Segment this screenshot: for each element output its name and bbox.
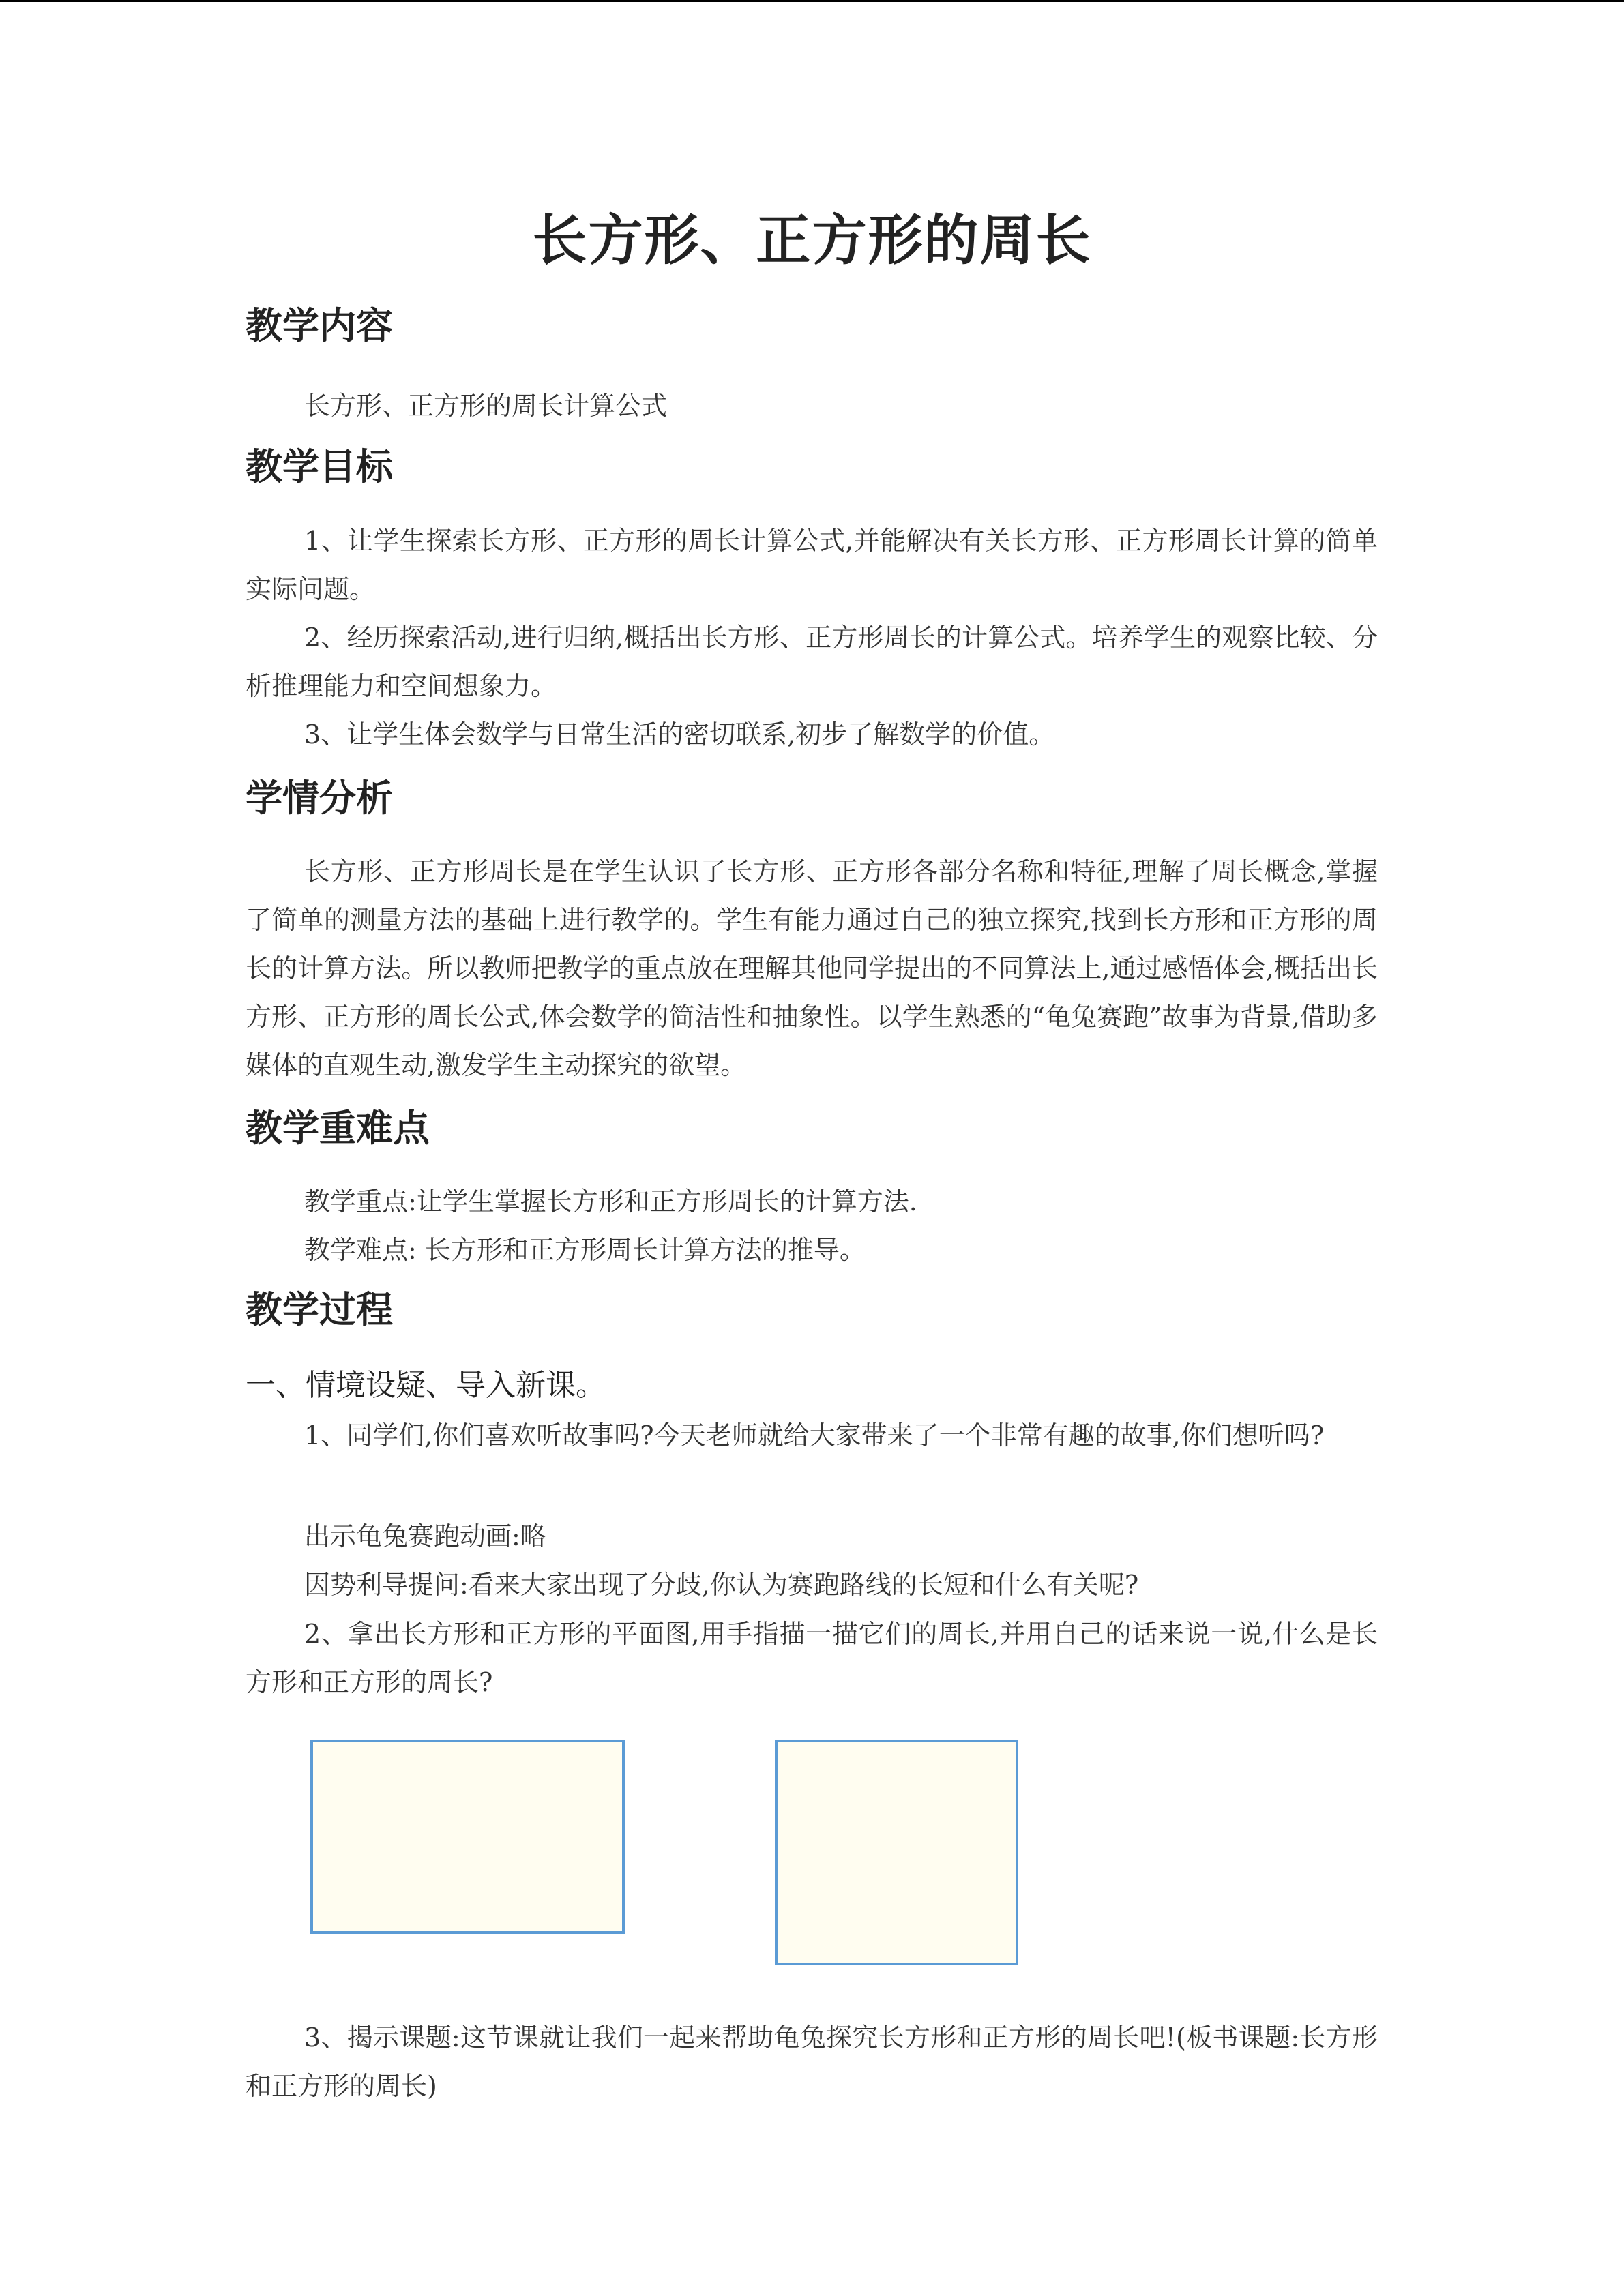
process-paragraph-4: 2、拿出长方形和正方形的平面图,用手指描一描它们的周长,并用自己的话来说一说,什么是长方形和正方形的周长?	[246, 1619, 1378, 1697]
rectangle-figure	[310, 1740, 625, 1934]
goal-item-3: 3、让学生体会数学与日常生活的密切联系,初步了解数学的价值。	[304, 719, 1055, 749]
heading-teaching-content: 教学内容	[246, 304, 393, 347]
process-part1-title: 一、情境设疑、导入新课。	[246, 1368, 606, 1403]
student-analysis-text: 长方形、正方形周长是在学生认识了长方形、正方形各部分名称和特征,理解了周长概念,掌握了简单的测量方法的基础上进行教学的。学生有能力通过自己的独立探究,找到长方形和正方形的周长的计算方法。所以教师把教学的重点放在理解其他同学提出的不同算法上,通过感悟体会,概括出长方形、正方形的周长公式,体会数学的简洁性和抽象性。以学生熟悉的“龟兔赛跑”故事为背景,借助多媒体的直观生动,激发学生主动探究的欲望。	[246, 856, 1378, 1080]
heading-student-analysis: 学情分析	[246, 777, 393, 820]
teaching-content-text: 长方形、正方形的周长计算公式	[304, 391, 668, 421]
goal-item-1: 1、让学生探索长方形、正方形的周长计算公式,并能解决有关长方形、正方形周长计算的简单实际问题。	[246, 526, 1378, 604]
process-paragraph-5: 3、揭示课题:这节课就让我们一起来帮助龟兔探究长方形和正方形的周长吧!(板书课题:长方形和正方形的周长)	[246, 2023, 1378, 2101]
heading-key-points: 教学重难点	[246, 1107, 430, 1150]
key-difficulty-text: 教学难点: 长方形和正方形周长计算方法的推导。	[304, 1235, 866, 1265]
process-paragraph-1: 1、同学们,你们喜欢听故事吗?今天老师就给大家带来了一个非常有趣的故事,你们想听吗?	[304, 1420, 1325, 1450]
document-title: 长方形、正方形的周长	[532, 209, 1092, 272]
key-focus-text: 教学重点:让学生掌握长方形和正方形周长的计算方法.	[304, 1187, 917, 1217]
goal-item-2: 2、经历探索活动,进行归纳,概括出长方形、正方形周长的计算公式。培养学生的观察比较、分析推理能力和空间想象力。	[246, 623, 1378, 701]
square-figure	[775, 1740, 1018, 1965]
process-paragraph-3: 因势利导提问:看来大家出现了分歧,你认为赛跑路线的长短和什么有关呢?	[304, 1570, 1139, 1600]
heading-teaching-process: 教学过程	[246, 1288, 393, 1331]
heading-teaching-goals: 教学目标	[246, 445, 393, 488]
process-paragraph-2: 出示龟兔赛跑动画:略	[304, 1521, 546, 1551]
